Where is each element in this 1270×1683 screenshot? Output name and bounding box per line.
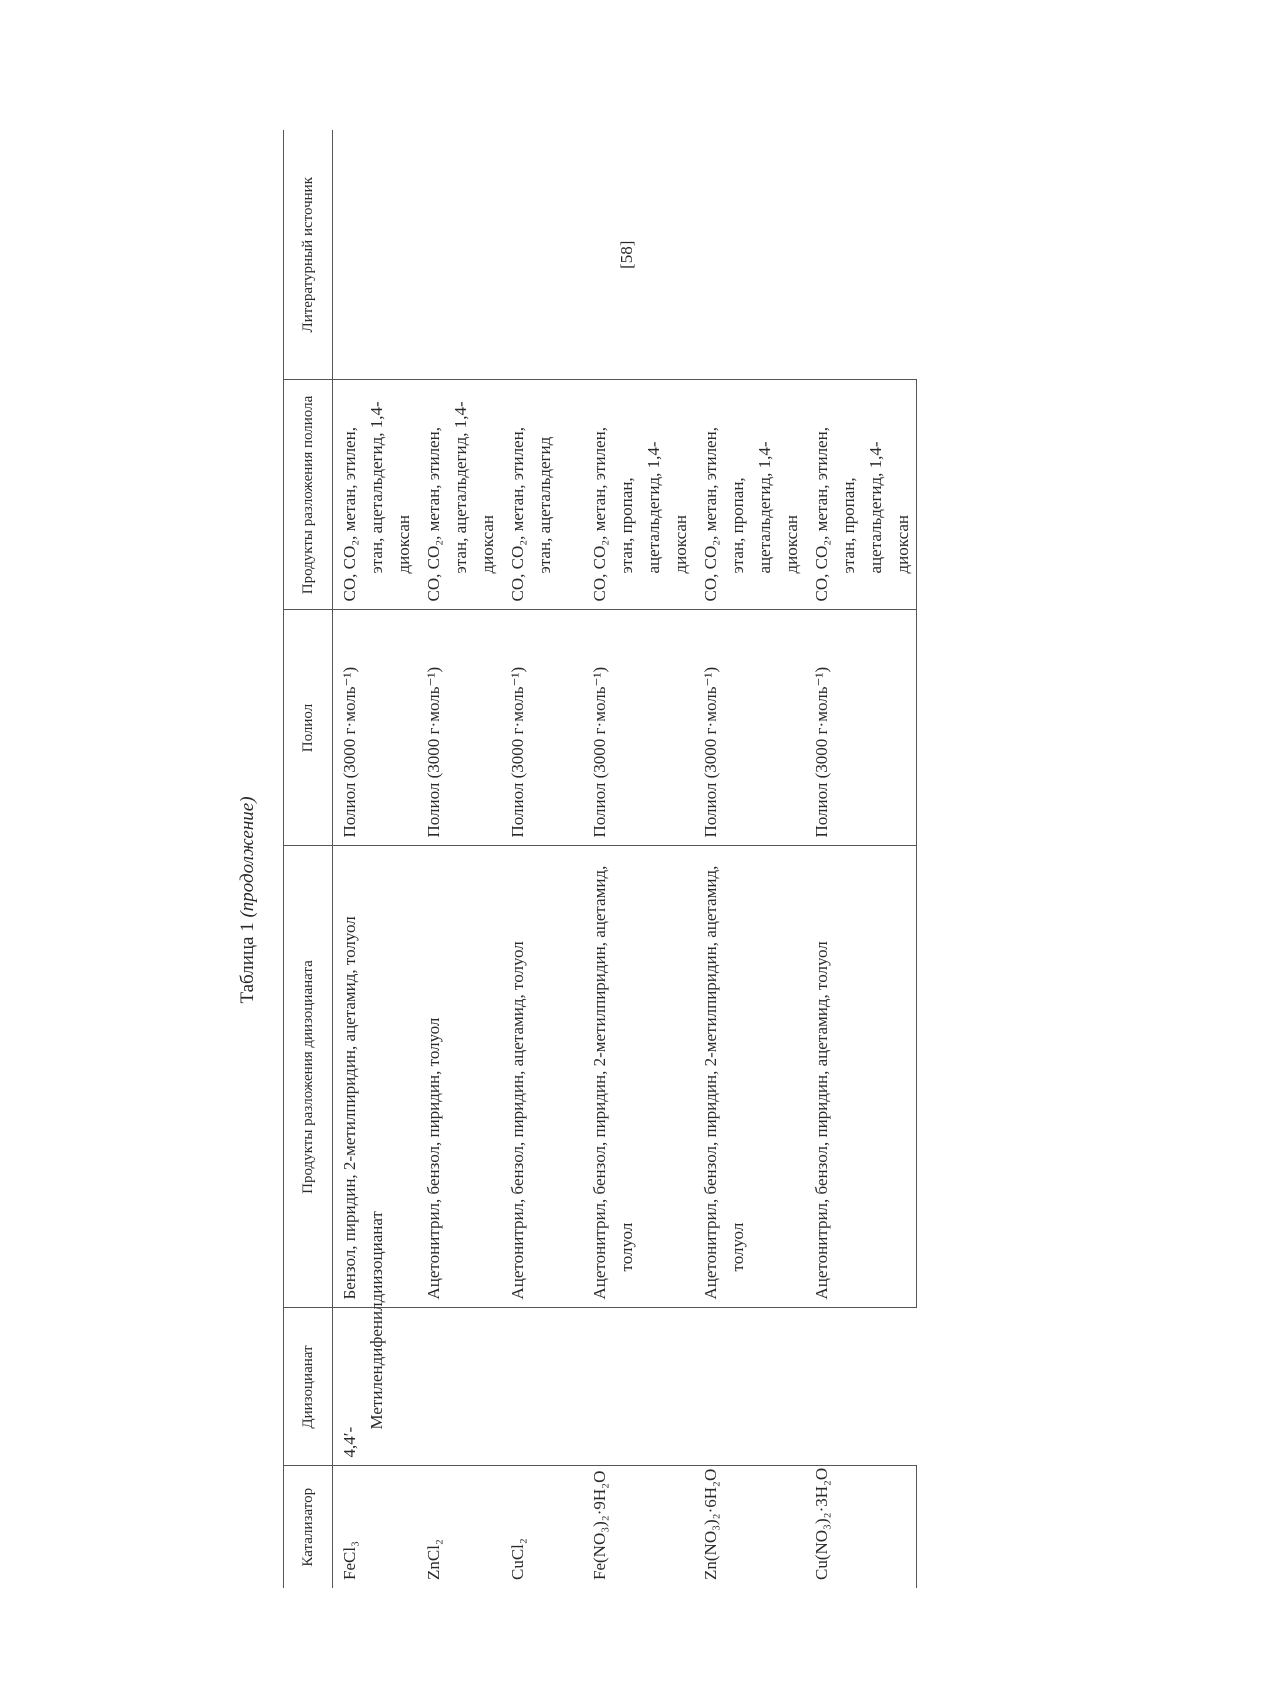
cell-diisocyanate bbox=[333, 1211, 917, 1466]
cell-source: [58] bbox=[333, 130, 917, 380]
caption-text: Таблица 1 bbox=[237, 922, 258, 1004]
cell-catalyst: Zn(NO₃)₂·6H₂O bbox=[701, 1468, 720, 1580]
polyol-products-text: CO, CO₂, метан, этилен, этан, ацетальдегид, 1,4-диоксан bbox=[424, 401, 497, 602]
table-caption bbox=[237, 130, 259, 1670]
header-diiso-products: Продукты разложения диизоцианата bbox=[284, 846, 333, 1308]
cell-polyol: Полиол (3000 г·моль⁻¹) bbox=[583, 610, 694, 846]
polyol-products-text: CO, CO₂, метан, этилен, этан, пропан, ацетальдегид, 1,4-диоксан bbox=[590, 427, 690, 602]
polyol-products-text: CO, CO₂, метан, этилен, этан, пропан, ацетальдегид, 1,4-диоксан bbox=[701, 427, 801, 602]
cell-catalyst: Fe(NO₃)₂·9H₂O bbox=[590, 1470, 609, 1580]
cell-polyol: Полиол (3000 г·моль⁻¹) bbox=[333, 610, 418, 846]
cell-catalyst: Cu(NO₃)₂·3H₂O bbox=[805, 1466, 917, 1588]
cell-catalyst: ZnCl₂ bbox=[424, 1539, 443, 1580]
cell-diiso-products bbox=[583, 846, 694, 1308]
diiso-products-text: Ацетонитрил, бензол, пиридин, 2-метилпиридин, ацетамид, толуол bbox=[590, 865, 636, 1300]
cell-polyol: Полиол (3000 г·моль⁻¹) bbox=[694, 610, 805, 846]
cell-diiso-products bbox=[417, 846, 501, 1308]
decomposition-table bbox=[283, 130, 917, 1588]
table-row bbox=[333, 130, 418, 1588]
cell-catalyst: CuCl₂ bbox=[508, 1538, 527, 1580]
cell-polyol-products bbox=[417, 380, 501, 610]
header-polyol: Полиол bbox=[284, 610, 333, 846]
polyol-products-text: CO, CO₂, метан, этилен, этан, пропан, ацетальдегид, 1,4-диоксан bbox=[812, 427, 912, 602]
polyol-products-text: CO, CO₂, метан, этилен, этан, ацетальдегид bbox=[508, 427, 554, 602]
rotated-page bbox=[235, 130, 912, 1670]
cell-polyol-products bbox=[694, 380, 805, 610]
cell-diiso-products bbox=[501, 846, 583, 1308]
cell-polyol-products bbox=[805, 380, 917, 610]
cell-catalyst: FeCl₃ bbox=[340, 1541, 359, 1580]
table-header-row bbox=[284, 130, 333, 1588]
cell-polyol-products bbox=[583, 380, 694, 610]
diiso-products-text: Ацетонитрил, бензол, пиридин, ацетамид, толуол bbox=[508, 941, 527, 1300]
polyol-products-text: CO, CO₂, метан, этилен, этан, ацетальдегид, 1,4-диоксан bbox=[340, 401, 413, 602]
diiso-products-text: Ацетонитрил, бензол, пиридин, толуол bbox=[424, 1017, 443, 1300]
cell-polyol: Полиол (3000 г·моль⁻¹) bbox=[417, 610, 501, 846]
diiso-products-text: Ацетонитрил, бензол, пиридин, 2-метилпиридин, ацетамид, толуол bbox=[701, 865, 747, 1300]
diiso-products-text: Ацетонитрил, бензол, пиридин, ацетамид, толуол bbox=[812, 941, 831, 1300]
header-source: Литературный источник bbox=[284, 130, 333, 380]
cell-polyol: Полиол (3000 г·моль⁻¹) bbox=[805, 610, 917, 846]
caption-continuation: (продолжение) bbox=[237, 796, 258, 918]
header-diisocyanate: Диизоцианат bbox=[284, 1308, 333, 1466]
header-catalyst: Катализатор bbox=[284, 1466, 333, 1588]
cell-diiso-products bbox=[694, 846, 805, 1308]
header-polyol-products: Продукты разложения полиола bbox=[284, 380, 333, 610]
cell-polyol-products bbox=[501, 380, 583, 610]
cell-diiso-products bbox=[805, 846, 917, 1308]
diiso-products-text: Бензол, пиридин, 2-метилпиридин, ацетамид, толуол bbox=[340, 916, 359, 1300]
cell-polyol: Полиол (3000 г·моль⁻¹) bbox=[501, 610, 583, 846]
cell-polyol-products bbox=[333, 380, 418, 610]
diisocyanate-text: 4,4′-Метилендифенилдиизоцианат bbox=[340, 1211, 386, 1458]
